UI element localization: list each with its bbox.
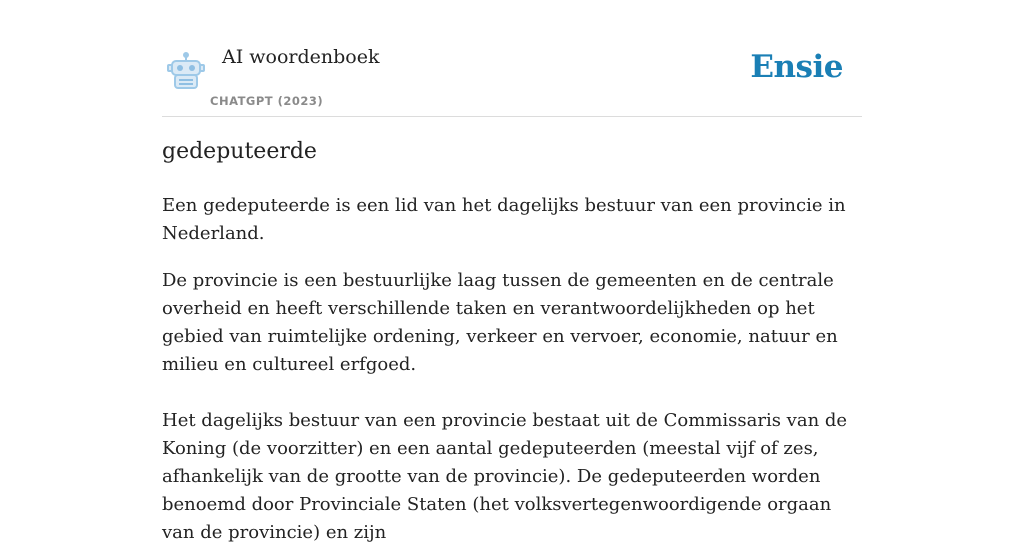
- page-header: [162, 0, 862, 117]
- definition-paragraph: Een gedeputeerde is een lid van het dagelijks bestuur van een provincie in Nederland.: [162, 195, 846, 244]
- definition-paragraph: De provincie is een bestuurlijke laag tussen de gemeenten en de centrale overheid en heeft verschillende taken en verantwoordelijkheden op het gebied van ruimtelijke ordening, verkeer en vervoer, economie, natuur en milieu en cultureel erfgoed.: [162, 270, 838, 375]
- entry-definition: [162, 192, 864, 547]
- site-title[interactable]: AI woordenboek: [222, 46, 380, 68]
- robot-icon: [166, 52, 206, 92]
- definition-paragraph: Het dagelijks bestuur van een provincie bestaat uit de Commissaris van de Koning (de voorzitter) en een aantal gedeputeerden (meestal vijf of zes, afhankelijk van de grootte van de provincie). De gedeputeerden worden benoemd door Provinciale Staten (het volksvertegenwoordigende orgaan van de provincie) en zijn: [162, 410, 848, 543]
- source-label: CHATGPT (2023): [210, 94, 324, 108]
- brand-logo[interactable]: Ensie: [750, 49, 843, 85]
- entry-term: gedeputeerde: [162, 139, 317, 164]
